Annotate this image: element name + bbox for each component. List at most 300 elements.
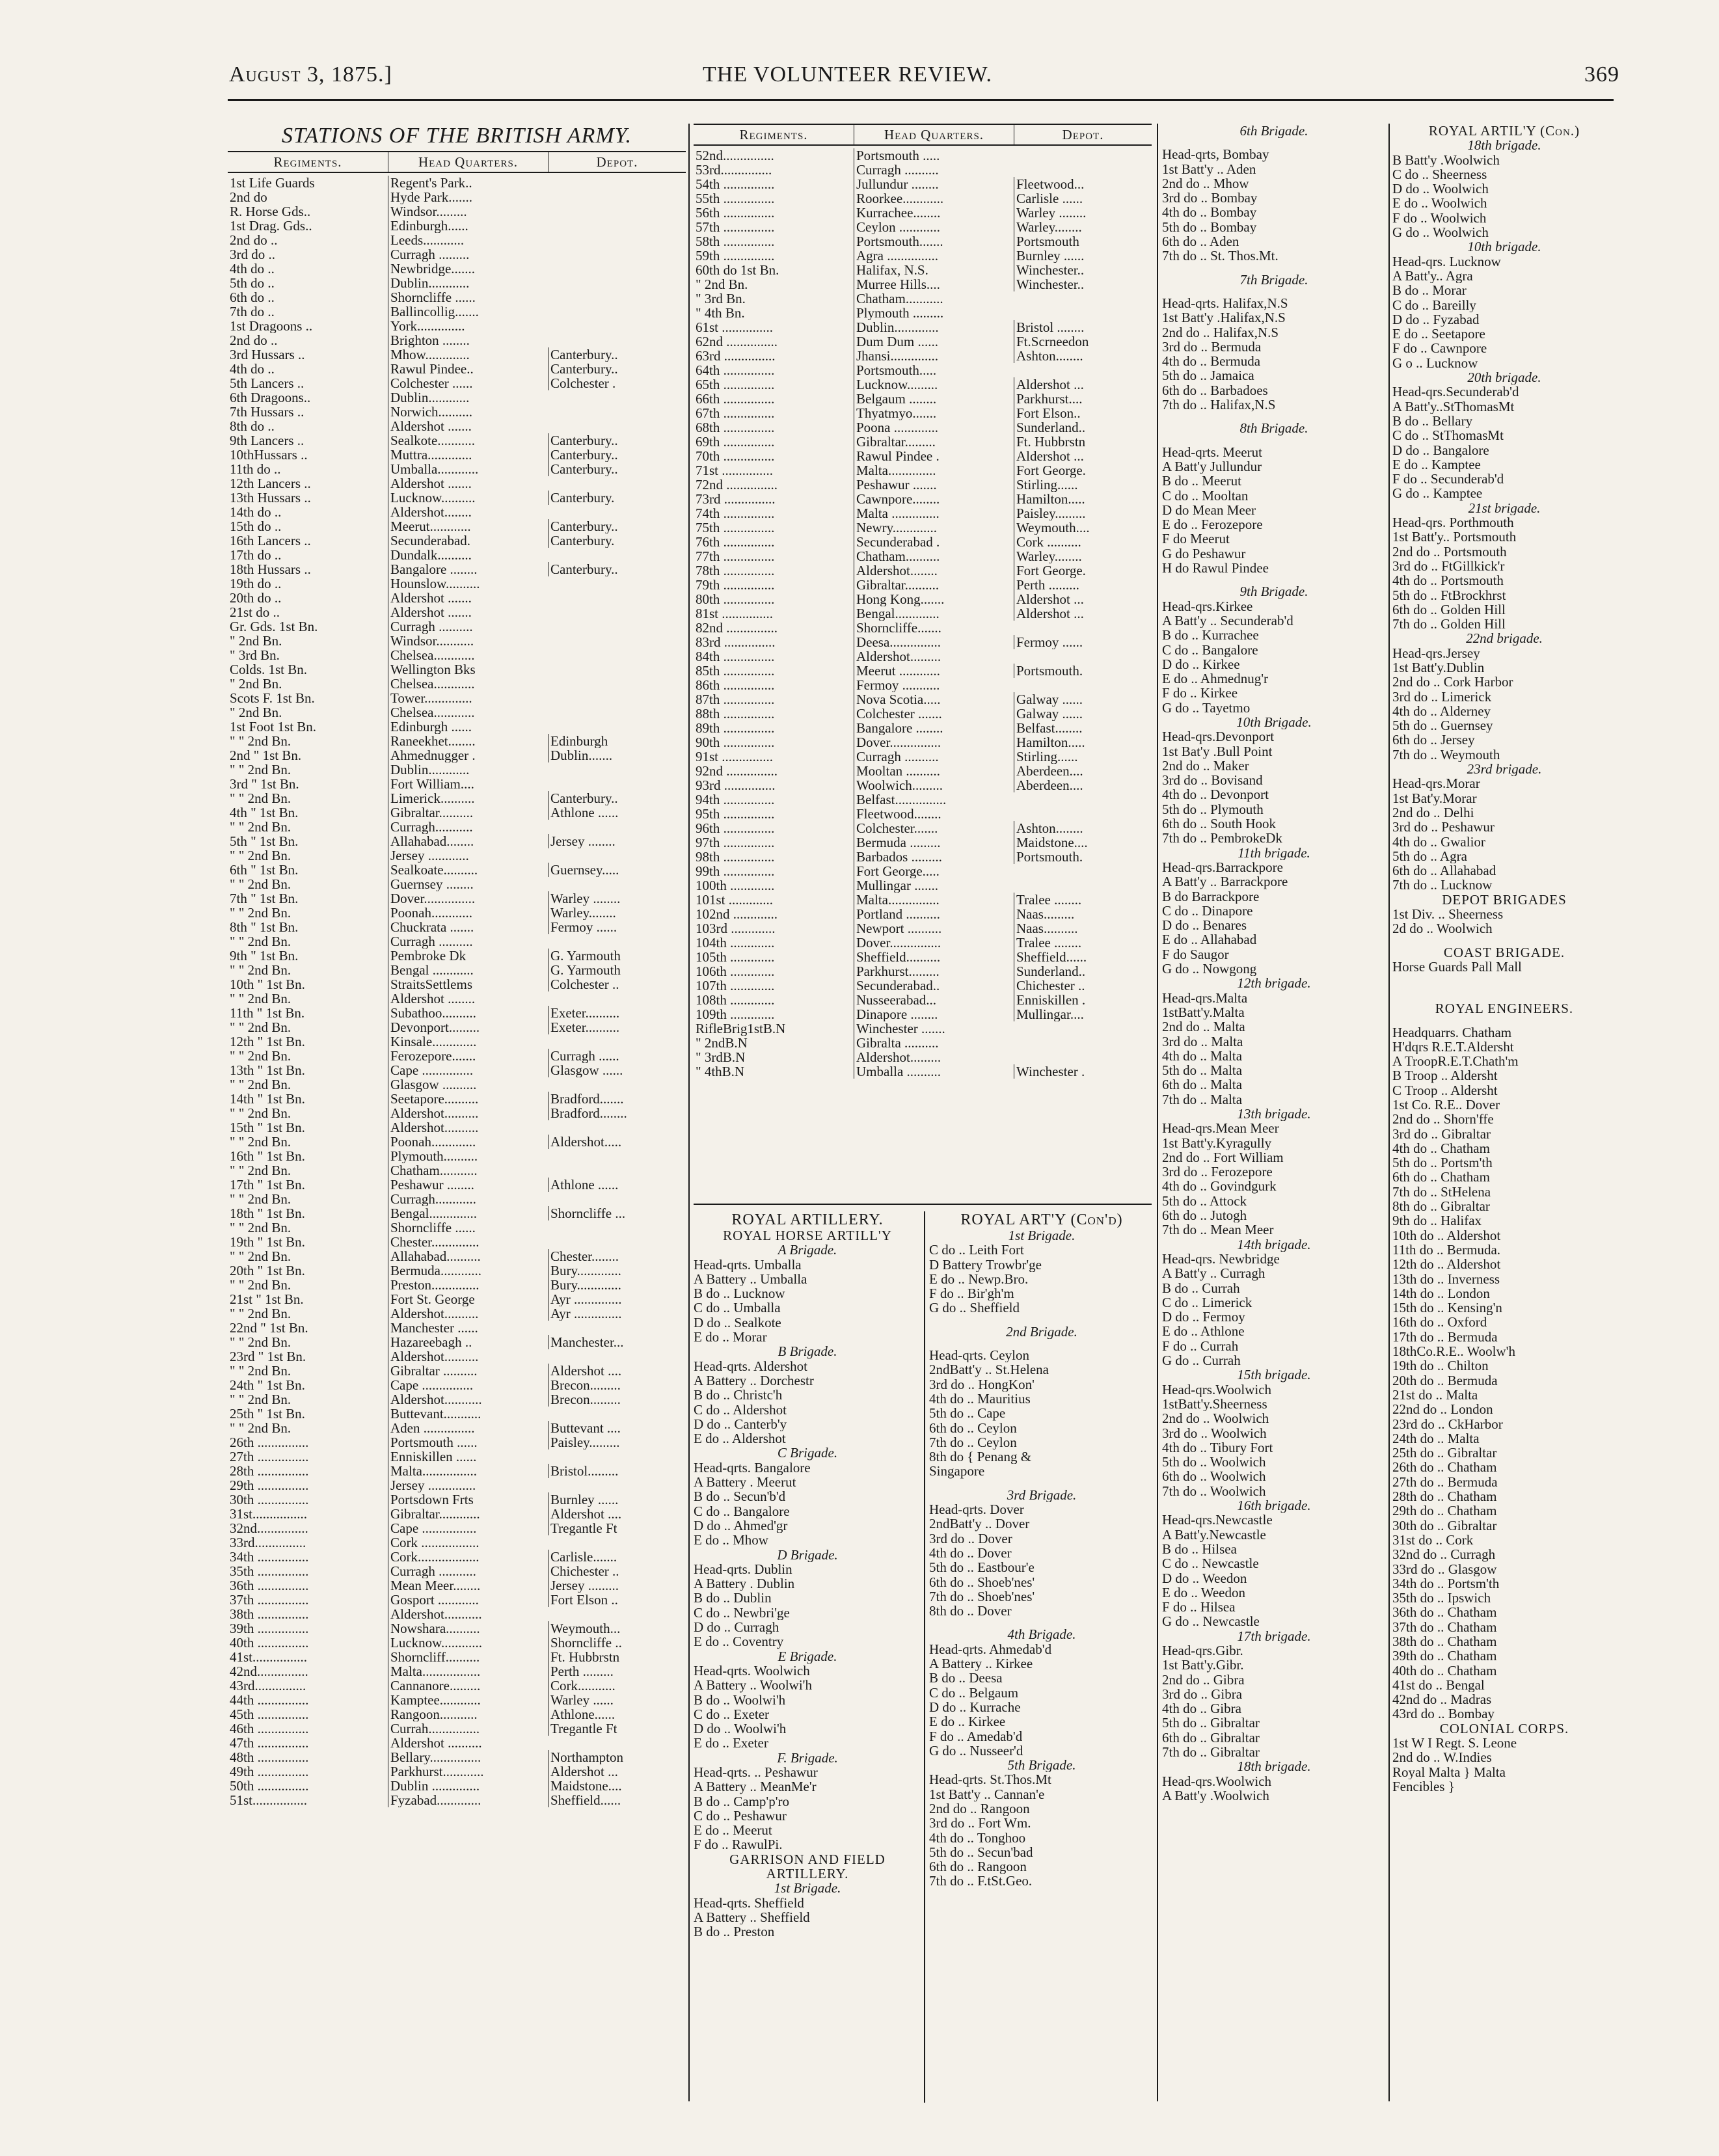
publication-title: THE VOLUNTEER REVIEW. [703,62,993,87]
station-line: 21st do .. Malta [1392,1387,1478,1403]
table-row [694,520,1152,535]
station-line: G do .. Nusseer'd [929,1743,1023,1758]
regiment-cell: 81st ............... [696,606,774,621]
station-line: 7th do .. Shoeb'nes' [929,1589,1035,1604]
depot-cell: Mullingar.... [1014,1007,1152,1021]
table-row [694,978,1152,993]
regiment-cell: " " 2nd Bn. [230,1020,291,1034]
depot-cell: Portsmouth [1014,234,1152,249]
headquarters-cell: Gibraltar......... [854,435,1014,449]
table-row [228,1149,686,1163]
table-row [228,290,686,304]
depot-cell: Portsmouth. [1014,850,1152,864]
headquarters-cell: Chelsea............ [388,648,548,662]
brigade-heading: 14th brigade. [1237,1237,1311,1252]
regiment-cell: 3rd " 1st Bn. [230,777,299,791]
station-line: C do .. Bangalore [694,1503,790,1518]
station-line: 3rd do .. FtGillkick'r [1392,558,1505,574]
headquarters-cell: Wellington Bks [388,662,548,677]
headquarters-cell: Aldershot......... [854,649,1014,664]
station-line: 3rd do .. Limerick [1392,689,1492,704]
station-line: 2nd do .. Maker [1162,758,1249,774]
depot-cell: Jersey ......... [548,1578,686,1593]
station-line: 3rd do .. Gibra [1162,1686,1243,1702]
station-line: D do .. Canterb'y [694,1416,787,1432]
station-line: 1st Batt'y .. Cannan'e [929,1786,1045,1801]
table-row [228,963,686,977]
regiment-cell: 54th ............... [696,177,775,191]
table-row [228,1178,686,1192]
depot-cell: Ft. Hubbrstn [1014,435,1152,449]
table-row [228,562,686,576]
station-line: 18thCo.R.E.. Woolw'h [1392,1344,1515,1359]
headquarters-cell: Hyde Park....... [388,190,548,204]
depot-cell: Warley ........ [1014,206,1152,220]
headquarters-cell: Fort George..... [854,864,1014,878]
depot-cell: Fort George. [1014,563,1152,578]
headquarters-cell: Kamptee............ [388,1693,548,1707]
station-line: B Batt'y .Woolwich [1392,152,1500,167]
station-line: F do .. Woolwich [1392,210,1487,226]
brigade-heading: 7th Brigade. [1239,272,1308,287]
regiment-cell: 50th ............... [230,1779,309,1793]
regiment-cell: " 3rdB.N [696,1050,746,1064]
headquarters-cell: Gibraltar.......... [388,805,548,820]
table-row [228,1192,686,1206]
regiment-cell: 9th " 1st Bn. [230,949,299,963]
table-row [694,249,1152,263]
headquarters-cell: Parkhurst......... [854,964,1014,978]
table-row [228,1607,686,1621]
regiment-cell: 79th ............... [696,578,775,592]
station-line: 35th do .. Ipswich [1392,1591,1491,1606]
headquarters-cell: Dublin............. [854,320,1014,334]
depot-cell: Chichester .. [548,1564,686,1578]
headquarters-cell: Gibraltar .......... [388,1364,548,1378]
regiment-cell: " 2nd Bn. [230,677,282,691]
station-line: E do .. Meerut [694,1823,772,1838]
station-line: 7th do .. Ceylon [929,1435,1017,1450]
brigade-heading: 12th brigade. [1237,976,1311,991]
depot-cell: Guernsey..... [548,863,686,877]
station-line: 3rd do .. Malta [1162,1034,1243,1049]
headquarters-cell: Poona ............. [854,420,1014,435]
table-row [228,276,686,290]
table-row [228,877,686,891]
regiment-cell: 55th ............... [696,191,775,206]
station-line: 22nd do .. London [1392,1402,1493,1417]
station-line: 2nd do .. Shorn'ffe [1392,1112,1494,1127]
station-line: 5th do .. Eastbour'e [929,1560,1035,1575]
station-line: F do .. Bir'gh'm [929,1286,1014,1301]
table-header [228,151,686,173]
headquarters-cell: Mhow............. [388,347,548,362]
table-row [228,1092,686,1106]
station-line: 6th do .. Woolwich [1162,1469,1266,1484]
station-line: 40th do .. Chatham [1392,1663,1497,1678]
regiment-cell: 19th do .. [230,576,282,591]
regiment-cell: 7th Hussars .. [230,405,305,419]
station-line: Head-qrts. Aldershot [694,1358,807,1373]
regiment-cell: 18th Hussars .. [230,562,311,576]
headquarters-cell: Curragh .......... [388,619,548,634]
station-line: 7th do .. Weymouth [1392,747,1500,762]
station-line: 10th do .. Aldershot [1392,1228,1501,1243]
station-line: 3rd do .. Fort Wm. [929,1816,1031,1831]
depot-cell: Aberdeen.... [1014,764,1152,778]
station-line: A Batt'y .. Curragh [1162,1266,1266,1281]
regiment-cell: 1st Foot 1st Bn. [230,720,317,734]
regiment-cell: 70th ............... [696,449,775,463]
station-line: 7th do .. Woolwich [1162,1483,1266,1499]
regiment-cell: 51st................ [230,1793,308,1807]
table-row [228,848,686,863]
regiment-cell: 56th ............... [696,206,775,220]
table-row [228,648,686,662]
depot-cell: Bury............. [548,1263,686,1278]
station-line: 4th do .. Tonghoo [929,1830,1026,1845]
depot-cell: G. Yarmouth [548,963,686,977]
headquarters-cell: Plymouth.......... [388,1149,548,1163]
table-row [228,247,686,262]
table-row [228,1736,686,1750]
table-row [694,1021,1152,1036]
headquarters-cell: Belgaum ........ [854,392,1014,406]
headquarters-cell: York.............. [388,319,548,333]
headquarters-cell: Hounslow.......... [388,576,548,591]
table-row [228,347,686,362]
headquarters-cell: Belfast............... [854,792,1014,807]
brigade-heading: 10th brigade. [1467,239,1541,254]
brigade-heading: 6th Brigade. [1239,124,1308,139]
table-row [694,821,1152,835]
headquarters-cell: Malta .............. [854,506,1014,520]
station-line: E do .. Allahabad [1162,932,1257,947]
regiment-cell: 10th " 1st Bn. [230,977,305,991]
headquarters-cell: Meerut ............ [854,664,1014,678]
station-line: 2nd do .. Delhi [1392,805,1474,820]
headquarters-cell: Barbados ......... [854,850,1014,864]
regiment-cell: 16th " 1st Bn. [230,1149,305,1163]
station-line: D do Mean Meer [1162,502,1256,518]
headquarters-cell: Bengal ............ [388,963,548,977]
station-line: 6th do .. Barbadoes [1162,383,1268,398]
station-line: 24th do .. Malta [1392,1431,1480,1446]
regiment-cell: 109th ............. [696,1007,775,1021]
regiment-cell: " 4thB.N [696,1064,745,1079]
headquarters-cell: Agra ............... [854,249,1014,263]
regiment-cell: 7th " 1st Bn. [230,891,299,906]
spacer [929,1339,1154,1348]
depot-cell: Winchester.. [1014,277,1152,291]
table-row [694,291,1152,306]
depot-cell: Aldershot..... [548,1135,686,1149]
table-row [694,563,1152,578]
depot-cell: Perth ......... [548,1664,686,1678]
station-line: 6th do .. Golden Hill [1392,602,1506,617]
section-heading: COLONIAL CORPS. [1439,1721,1569,1736]
headquarters-cell: Secunderabad.. [854,978,1014,993]
station-line: C do .. Umballa [694,1300,781,1315]
station-line: 4th do .. Gibra [1162,1701,1241,1716]
regiment-cell: 28th ............... [230,1464,309,1478]
headquarters-cell: Buttevant........... [388,1407,548,1421]
regiment-cell: 21st do .. [230,605,280,619]
table-row [228,748,686,762]
headquarters-cell: Regent's Park.. [388,176,548,190]
table-row [228,820,686,834]
headquarters-cell: Halifax, N.S. [854,263,1014,277]
headquarters-cell: Aldershot ....... [388,605,548,619]
station-line: 29th do .. Chatham [1392,1503,1497,1518]
station-line: Head-qrs. Newbridge [1162,1251,1280,1267]
brigade-heading: F. Brigade. [777,1750,838,1765]
station-line: 6th do .. Allahabad [1392,863,1496,878]
station-line: 3rd do .. Bovisand [1162,773,1263,788]
table-row [228,677,686,691]
table-row [228,934,686,949]
headquarters-cell: Bellary............... [388,1750,548,1764]
regiment-cell: 92nd ............... [696,764,778,778]
regiment-cell: 83rd ............... [696,635,776,649]
station-line: 3rd do .. Peshawur [1392,820,1495,835]
headquarters-cell: Gibralta .......... [854,1036,1014,1050]
table-row [694,936,1152,950]
station-line: E do .. Mhow [694,1533,768,1548]
station-line: 4th do .. Bombay [1162,205,1257,220]
station-line: 5th do .. Woolwich [1162,1455,1266,1470]
spacer [1162,575,1386,584]
regiment-cell: " " 2nd Bn. [230,734,291,748]
table-row [228,662,686,677]
station-line: 5th do .. Cape [929,1406,1006,1421]
artillery-engineers-column [1392,124,1616,2108]
depot-cell: Fleetwood... [1014,177,1152,191]
regiment-cell: 14th " 1st Bn. [230,1092,305,1106]
depot-cell: Canterbury.. [548,791,686,805]
station-line: A Battery .. MeanMe'r [694,1779,817,1794]
depot-cell: Cork .......... [1014,535,1152,549]
station-line: F do Meerut [1162,532,1230,546]
depot-cell: Canterbury.. [548,448,686,462]
regiment-cell: " " 2nd Bn. [230,1335,291,1349]
headquarters-cell: Curragh........... [388,820,548,834]
station-line: 6th do .. Ceylon [929,1420,1017,1435]
table-body [694,148,1152,1079]
regiment-cell: " " 2nd Bn. [230,848,291,863]
station-line: 6th do .. Rangoon [929,1859,1027,1874]
station-line: 1st Batt'y.Gibr. [1162,1658,1244,1673]
regiment-cell: 10thHussars .. [230,448,308,462]
depot-cell: Sheffield...... [1014,950,1152,964]
station-line: Head-qrs.Woolwich [1162,1773,1272,1788]
station-line: 6th do .. Shoeb'nes' [929,1574,1035,1589]
station-line: 27th do .. Bermuda [1392,1474,1498,1490]
artillery-right-list [929,1228,1154,1889]
headquarters-cell: Nova Scotia..... [854,692,1014,707]
headquarters-cell: Gibraltar.......... [854,578,1014,592]
regiment-cell: 21st " 1st Bn. [230,1292,304,1306]
table-row [694,692,1152,707]
headquarters-cell: Cork ................. [388,1535,548,1550]
station-line: 5th do .. Agra [1392,848,1467,864]
table-row [228,1349,686,1364]
table-row [694,835,1152,850]
table-row [694,964,1152,978]
table-row [694,420,1152,435]
station-line: 3rd do .. Woolwich [1162,1425,1267,1440]
regiment-cell: " 2ndB.N [696,1036,748,1050]
depot-cell: Exeter.......... [548,1020,686,1034]
station-line: B do .. Secun'b'd [694,1489,786,1504]
station-line: A Batt'y .. Barrackpore [1162,874,1288,889]
table-row [228,1421,686,1435]
table-row [228,1535,686,1550]
spacer [929,1618,1154,1627]
station-line: G o .. Lucknow [1392,355,1478,371]
headquarters-cell: Chelsea............ [388,677,548,691]
regiment-cell: 95th ............... [696,807,775,821]
station-line: 26th do .. Chatham [1392,1460,1497,1475]
headquarters-cell: Leeds............ [388,233,548,247]
table-row [228,991,686,1006]
table-row [228,691,686,705]
section-heading: COAST BRIGADE. [1443,945,1565,960]
table-row [228,1621,686,1636]
headquarters-cell: Ceylon ............ [854,220,1014,234]
station-line: D do .. Kirkee [1162,656,1240,672]
headquarters-cell: Newbridge....... [388,262,548,276]
station-line: 1st W I Regt. S. Leone [1392,1736,1517,1751]
table-row [694,621,1152,635]
regiment-cell: 36th ............... [230,1578,309,1593]
depot-cell: Stirling...... [1014,478,1152,492]
headquarters-cell: Aldershot........ [388,505,548,519]
regiment-cell: 82nd ............... [696,621,778,635]
regiment-cell: 38th ............... [230,1607,309,1621]
headquarters-cell: Hong Kong....... [854,592,1014,606]
table-row [228,605,686,619]
station-line: G do Peshawur [1162,546,1246,561]
station-line: 3rd do .. Bermuda [1162,339,1262,355]
station-line: E do .. Newp.Bro. [929,1271,1029,1287]
table-row [228,1435,686,1449]
station-line: 6th do .. Jutogh [1162,1208,1247,1223]
headquarters-cell: Currah............... [388,1721,548,1736]
station-line: 11th do .. Bermuda. [1392,1242,1501,1258]
regiment-cell: " 2nd Bn. [230,705,282,720]
headquarters-cell: Fort St. George [388,1292,548,1306]
regiment-cell: RifleBrig1stB.N [696,1021,786,1036]
table-row [228,920,686,934]
spacer [929,1479,1154,1488]
regiment-cell: 61st ............... [696,320,774,334]
regiment-cell: 90th ............... [696,735,775,749]
headquarters-cell: Mooltan .......... [854,764,1014,778]
table-row [228,619,686,634]
table-row [694,549,1152,563]
regiment-cell: 43rd............... [230,1678,306,1693]
station-line: D do .. Fermoy [1162,1310,1245,1325]
depot-cell: Cork........... [548,1678,686,1693]
table-row [694,1050,1152,1064]
section-heading: ROYAL ENGINEERS. [1435,1001,1574,1016]
regiment-cell: 48th ............... [230,1750,309,1764]
artillery-right [929,1211,1154,2103]
depot-cell: Dublin....... [548,748,686,762]
headquarters-cell: Malta............... [854,893,1014,907]
station-line: D do .. Kurrache [929,1699,1021,1715]
regiment-cell: 102nd ............. [696,907,778,921]
brigade-heading: 17th brigade. [1237,1628,1311,1643]
table-row [694,606,1152,621]
headquarters-cell: Dover............... [854,936,1014,950]
depot-cell: Ft.Scrneedon [1014,334,1152,349]
regiment-cell: 88th ............... [696,707,775,721]
regiment-cell: 5th " 1st Bn. [230,834,299,848]
headquarters-cell: Portsmouth....... [854,234,1014,249]
depot-cell: Colchester .. [548,977,686,991]
regiment-cell: " " 2nd Bn. [230,1106,291,1120]
regiment-cell: " " 2nd Bn. [230,1163,291,1178]
headquarters-cell: Edinburgh ...... [388,720,548,734]
regiment-cell: 89th ............... [696,721,775,735]
regiment-cell: " " 2nd Bn. [230,1077,291,1092]
table-row [694,234,1152,249]
depot-cell: Aldershot .... [548,1507,686,1521]
headquarters-cell: Aldershot........ [854,563,1014,578]
station-line: Head-qrts. St.Thos.Mt [929,1772,1051,1787]
station-line: E do .. Coventry [694,1634,784,1649]
regiment-cell: 68th ............... [696,420,775,435]
headquarters-cell: Allahabad........ [388,834,548,848]
station-line: B do .. Meerut [1162,474,1241,489]
depot-cell: Warley ...... [548,1693,686,1707]
depot-cell: Athlone ...... [548,805,686,820]
stations-column-1 [228,124,686,2101]
station-line: 2nd do .. Mhow [1162,176,1249,191]
headquarters-cell: Lucknow.......... [388,491,548,505]
station-line: 30th do .. Gibraltar [1392,1518,1497,1533]
headquarters-cell: Chatham........... [854,291,1014,306]
headquarters-cell: Subathoo.......... [388,1006,548,1020]
regiment-cell: 9th Lancers .. [230,433,305,448]
regiment-cell: 86th ............... [696,678,775,692]
table-row [228,1693,686,1707]
column-rule [1388,124,1390,2101]
station-line: B Troop .. Aldersht [1392,1068,1498,1083]
table-row [228,462,686,476]
depot-cell: Aldershot ... [548,1764,686,1779]
station-line: C do .. Exeter [694,1706,770,1722]
regiment-cell: 98th ............... [696,850,775,864]
headquarters-cell: Dover............... [388,891,548,906]
headquarters-cell: Ballincollig....... [388,304,548,319]
headquarters-cell: Sheffield.......... [854,950,1014,964]
headquarters-cell: Colchester....... [854,821,1014,835]
regiment-cell: 59th ............... [696,249,775,263]
depot-cell: Weymouth.... [1014,520,1152,535]
station-line: E do .. Ferozepore [1162,517,1263,532]
table-row [228,1278,686,1292]
regiment-cell: 1st Life Guards [230,176,315,190]
station-line: D do .. Benares [1162,918,1247,933]
table-row [228,1564,686,1578]
headquarters-cell: Colchester ....... [854,707,1014,721]
station-line: E do .. Kamptee [1392,457,1481,472]
regiment-cell: 66th ............... [696,392,775,406]
regiment-cell: 6th do .. [230,290,275,304]
